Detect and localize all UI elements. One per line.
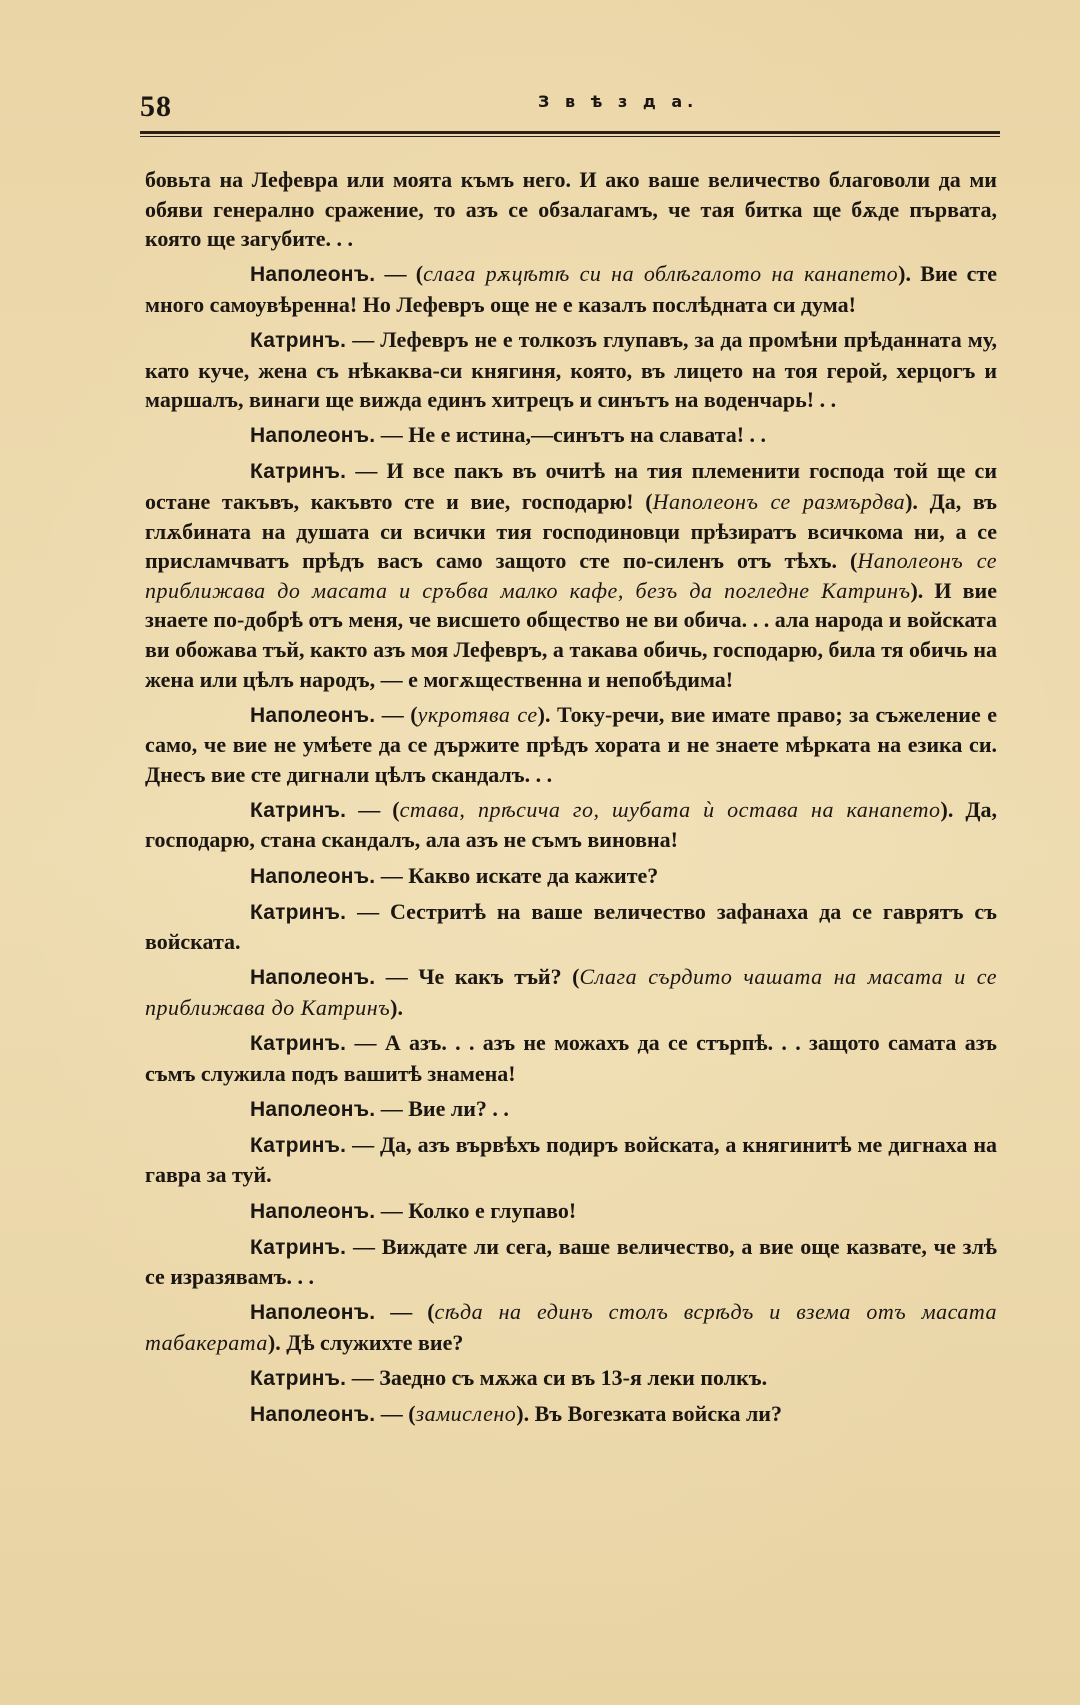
dialogue-text: — Колко е глупаво! [375, 1197, 577, 1223]
dialogue-text: — Не е истина,—синътъ на славата! . . [375, 422, 767, 448]
dialogue-paragraph [145, 1028, 997, 1088]
speaker-name: Катринъ. [250, 1366, 347, 1390]
dialogue-text: — ( [346, 796, 400, 822]
stage-direction: става, прѣсича го, шубата ѝ остава на канапето [399, 796, 941, 822]
speaker-name: Катринъ. [250, 900, 347, 924]
dialogue-text: — ( [375, 701, 418, 727]
stage-direction: укротява се [417, 701, 538, 727]
dialogue-text: — А азъ. . . азъ не можахъ да се стърпѣ. . . защото самата азъ съмъ служила подъ вашитѣ знамена! [145, 1030, 997, 1086]
dialogue-text: ). И вие знаете по-добрѣ отъ меня, че висшето общество не ви обича. . . ала народа и войската ви обожава тъй, както азъ моя Лефевръ, а такава обичь, господарю, била тя обичь на жена или цѣлъ народъ, — е могѫщественна и непобѣдима! [145, 577, 997, 692]
header-rule-thick [140, 131, 1000, 134]
dialogue-text: — ( [375, 261, 424, 287]
dialogue-text: ). Дѣ служихте вие? [267, 1329, 464, 1355]
stage-direction: слага рѫцѣтѣ си на облѣгалото на канапето [423, 261, 899, 287]
dialogue-paragraph [145, 897, 997, 957]
dialogue-paragraph [145, 420, 997, 451]
dialogue-text: — Заедно съ мѫжа си въ 13-я леки полкъ. [346, 1364, 768, 1390]
dialogue-text: — И все пакъ въ очитѣ на тия племенити господа той ще си остане такъвъ, какъвто сте и вие, господарю! ( [145, 458, 997, 514]
dialogue-text: — Да, азъ вървѣхъ подиръ войската, а княгинитѣ ме дигнаха на гавра за туй. [145, 1131, 997, 1188]
speaker-name: Наполеонъ. [250, 1199, 376, 1223]
dialogue-text: ). Току-речи, вие имате право; за съжеление е само, че вие не умѣете да се държите прѣдъ хората и не знаете мѣрката на езика си. Днесъ вие сте дигнали цѣлъ скандалъ. . . [145, 701, 998, 787]
stage-direction: Наполеонъ се приближава до масата и сръбва малко кафе, безъ да погледне Катринъ [145, 548, 997, 603]
dialogue-paragraph [145, 456, 997, 694]
speaker-name: Катринъ. [250, 460, 347, 484]
stage-direction: замислено [415, 1401, 517, 1427]
header-rule-thin [140, 136, 1000, 137]
dialogue-paragraph [145, 1399, 997, 1430]
dialogue-paragraph [145, 1196, 997, 1227]
dialogue-text: ). Да, въ глѫбината на душата си всички тия господиновци прѣзиратъ всичкома ни, а се присламчватъ прѣдъ васъ само защото сте по-силенъ отъ тѣхъ. ( [145, 488, 998, 574]
dialogue-text: — Вие ли? . . [375, 1095, 509, 1121]
running-title: З в ѣ з д а. [538, 92, 699, 111]
dialogue-paragraph [145, 1363, 997, 1394]
dialogue-text: ). Въ Вогезката войска ли? [516, 1401, 782, 1427]
dialogue-paragraph [145, 325, 997, 415]
speaker-name: Катринъ. [250, 1133, 347, 1157]
speaker-name: Катринъ. [250, 1032, 347, 1056]
dialogue-paragraph [145, 795, 997, 855]
page-number: 58 [140, 90, 172, 123]
dialogue-paragraph [145, 700, 997, 790]
dialogue-text: — ( [375, 1401, 416, 1427]
stage-direction: сѣда на единъ столъ всрѣдъ и взема отъ масата табакерата [145, 1299, 998, 1355]
dialogue-paragraph [145, 1094, 997, 1125]
dialogue-paragraph [145, 1232, 997, 1292]
dialogue-paragraph [145, 1130, 997, 1190]
dialogue-paragraph [145, 1297, 997, 1357]
dialogue-text: — Че какъ тъй? ( [375, 964, 580, 990]
dialogue-text: ). Да, господарю, стана скандалъ, ала азъ не съмъ виновна! [145, 796, 997, 853]
dialogue-text: — Сестритѣ на ваше величество зафанаха да се гаврятъ съ войската. [145, 898, 997, 955]
speaker-name: Наполеонъ. [250, 1403, 376, 1427]
speaker-name: Наполеонъ. [250, 966, 376, 990]
speaker-name: Наполеонъ. [250, 1097, 376, 1121]
speaker-name: Катринъ. [250, 1235, 347, 1259]
speaker-name: Наполеонъ. [250, 263, 376, 287]
dialogue-text: — Какво искате да кажите? [375, 862, 659, 888]
page-header [140, 86, 1000, 126]
dialogue-paragraph [145, 861, 997, 892]
speaker-name: Катринъ. [250, 798, 347, 822]
speaker-name: Наполеонъ. [250, 864, 376, 888]
play-text [145, 165, 997, 1435]
dialogue-text: ). Вие сте много самоувѣренна! Но Лефевръ още не е казалъ послѣдната си дума! [145, 261, 998, 317]
stage-direction: Наполеонъ се размърдва [652, 488, 906, 514]
speaker-name: Наполеонъ. [250, 1301, 376, 1325]
dialogue-text: — Виждате ли сега, ваше величество, а вие още казвате, че злѣ се изразявамъ. . . [145, 1233, 997, 1290]
continued-paragraph [145, 165, 997, 254]
dialogue-text: бовьта на Лефевра или моята къмъ него. И ако ваше величество благоволи да ми обяви генерално сражение, то азъ се обзалагамъ, че тая битка ще бѫде първата, която ще загубите. . . [145, 167, 997, 252]
dialogue-text: — Лефевръ не е толкозъ глупавъ, за да промѣни прѣданната му, като куче, жена съ нѣкаква-си княгиня, която, въ лицето на тоя герой, херцогъ и маршалъ, винаги ще вижда единъ хитрецъ и синътъ на воденчарь! . . [145, 326, 997, 413]
speaker-name: Наполеонъ. [250, 703, 376, 727]
dialogue-text: ). [390, 994, 403, 1020]
speaker-name: Катринъ. [250, 328, 347, 352]
dialogue-paragraph [145, 259, 997, 319]
dialogue-paragraph [145, 962, 997, 1022]
dialogue-text: — ( [375, 1299, 435, 1325]
stage-direction: Слага сърдито чашата на масата и се приближава до Катринъ [145, 964, 998, 1020]
speaker-name: Наполеонъ. [250, 424, 376, 448]
